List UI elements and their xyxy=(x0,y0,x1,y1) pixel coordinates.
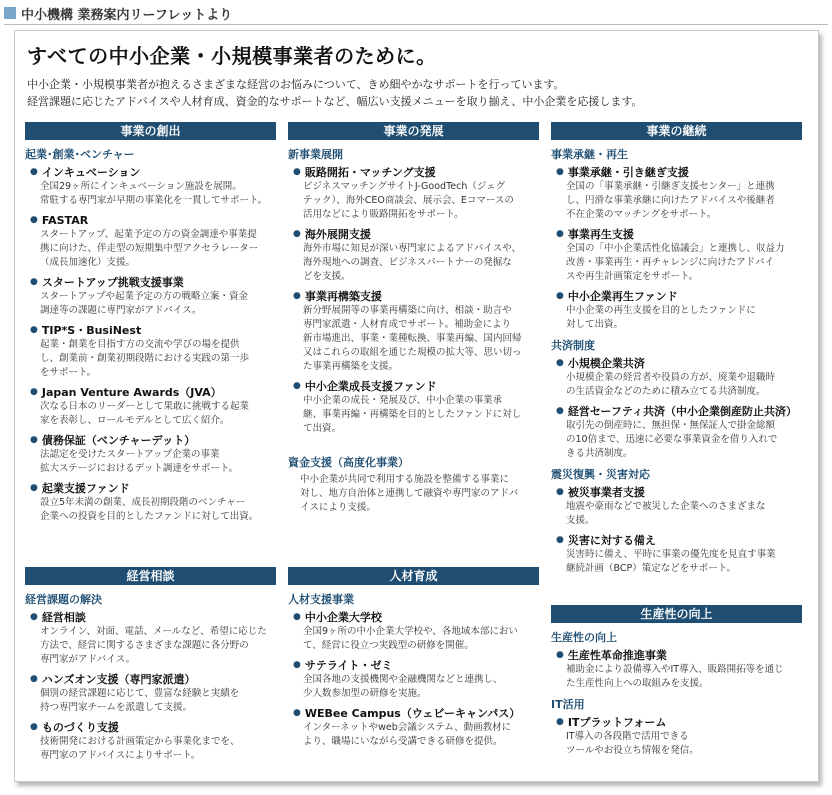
item-title xyxy=(551,356,802,371)
description-line: 支援。 xyxy=(566,515,595,526)
description-line: た事業再構築を支援。 xyxy=(303,361,399,372)
item-title-text: スタートアップ挑戦支援事業 xyxy=(41,276,184,289)
list-item xyxy=(551,404,802,461)
description-line: 海外現地への調査、ビジネスパートナーの発掘な xyxy=(303,257,512,268)
section-keiei xyxy=(25,567,276,768)
section-keizoku xyxy=(551,122,802,581)
subsection-heading: 共済制度 xyxy=(551,339,595,352)
list-item xyxy=(25,165,276,208)
subsection-heading: 経営課題の解決 xyxy=(25,593,102,606)
item-description xyxy=(551,180,802,222)
bullet-icon: ● xyxy=(556,229,564,239)
item-title xyxy=(551,404,802,419)
list-item xyxy=(551,485,802,528)
description-line: 中小企業の成長・発展及び、中小企業の事業承 xyxy=(303,395,503,406)
bullet-icon: ● xyxy=(30,167,38,177)
item-title-text: 事業再構築支援 xyxy=(304,290,382,303)
description-line: て、経営に役立つ実践型の研修を開催。 xyxy=(303,640,474,651)
item-description xyxy=(25,625,276,667)
list-item xyxy=(551,227,802,284)
item-description xyxy=(25,735,276,763)
description-line: ビジネスマッチングサイトJ-GoodTech（ジェグ xyxy=(303,181,506,192)
list-item xyxy=(551,356,802,399)
list-item xyxy=(25,275,276,318)
description-line: 企業への投資を目的としたファンドに対して出資。 xyxy=(40,511,259,522)
description-line: きる共済制度。 xyxy=(566,448,633,459)
item-title xyxy=(551,648,802,663)
description-line: テック）、海外CEO商談会、展示会、Eコマースの xyxy=(303,195,514,206)
item-description xyxy=(551,419,802,461)
list-item xyxy=(288,658,539,701)
item-description xyxy=(288,625,539,653)
description-line: 活用などにより販路開拓をサポート。 xyxy=(303,209,464,220)
item-description xyxy=(288,304,539,374)
section-hatten xyxy=(288,122,539,515)
description-line: 中小企業が共同で利用する施設を整備する事業に xyxy=(300,474,510,485)
item-description xyxy=(288,180,539,222)
description-line: 補助金により設備導入やIT導入、販路開拓等を通じ xyxy=(566,664,784,675)
item-title xyxy=(551,227,802,242)
description-line: 技術開発における計画策定から事業化までを、 xyxy=(40,736,240,747)
item-title-text: Japan Venture Awards（JVA） xyxy=(41,386,222,399)
description-line: 継続計画（BCP）策定などをサポート。 xyxy=(566,563,736,574)
description-line: 専門家のアドバイスによりサポート。 xyxy=(40,750,201,761)
bullet-icon: ● xyxy=(30,277,38,287)
subsection-heading: 起業･創業･ベンチャー xyxy=(25,148,135,161)
description-line: 専門家派遣・人材育成でサポート。補助金により xyxy=(303,319,512,330)
description-line: 常駐する専門家が早期の事業化を一貫してサポート。 xyxy=(40,195,268,206)
description-line: インターネットやweb会議システム、動画教材に xyxy=(303,722,512,733)
description-line: 継、事業再編・再構築を目的としたファンドに対し xyxy=(303,409,522,420)
item-title-text: ITプラットフォーム xyxy=(567,716,667,729)
list-item xyxy=(551,715,802,758)
description-line: 対し、地方自治体と連携して融資や専門家のアドバ xyxy=(300,488,519,499)
section-seisansei xyxy=(551,605,802,763)
bullet-icon: ● xyxy=(30,612,38,622)
description-line: スや再生計画策定をサポート。 xyxy=(566,271,699,282)
description-line: をサポート。 xyxy=(40,367,97,378)
section-description xyxy=(288,473,539,515)
item-description xyxy=(25,496,276,524)
intro-line: 中小企業・小規模事業者が抱えるさまざまな経営のお悩みについて、きめ細やかなサポートを行っています。 xyxy=(27,78,565,91)
list-item xyxy=(551,289,802,332)
bullet-icon: ● xyxy=(30,674,38,684)
item-title xyxy=(288,706,539,721)
description-line: IT導入の各段階で活用できる xyxy=(566,731,689,742)
item-description xyxy=(551,242,802,284)
bullet-icon: ● xyxy=(556,167,564,177)
item-description xyxy=(25,290,276,318)
description-line: 地震や豪雨などで被災した企業へのさまざまな xyxy=(566,501,766,512)
description-line: 家を表彰し、ロールモデルとして広く紹介。 xyxy=(40,415,230,426)
item-description xyxy=(551,730,802,758)
subsection-heading: IT活用 xyxy=(551,698,585,711)
description-line: 持つ専門家チームを派遣して支援。 xyxy=(40,702,193,713)
item-description xyxy=(25,228,276,270)
list-item xyxy=(25,385,276,428)
item-description xyxy=(288,721,539,749)
item-title xyxy=(288,227,539,242)
item-description xyxy=(288,394,539,436)
item-title-text: 小規模企業共済 xyxy=(567,357,645,370)
description-line: 少人数参加型の研修を実施。 xyxy=(303,688,427,699)
description-line: スタートアップ、起業予定の方の資金調達や事業提 xyxy=(40,229,257,240)
item-title xyxy=(25,275,276,290)
bullet-icon: ● xyxy=(556,291,564,301)
item-description xyxy=(25,400,276,428)
bullet-icon: ● xyxy=(293,708,301,718)
description-line: し、円滑な事業承継に向けたアドバイスや後継者 xyxy=(566,195,775,206)
item-title-text: FASTAR xyxy=(41,214,89,227)
page-title: すべての中小企業・小規模事業者のために。 xyxy=(27,44,437,68)
item-title xyxy=(551,165,802,180)
description-line: 拡大ステージにおけるデット調達をサポート。 xyxy=(40,463,239,474)
list-item xyxy=(551,648,802,691)
description-line: （成長加速化）支援。 xyxy=(40,257,136,268)
description-line: 又はこれらの取組を通じた規模の拡大等、思い切っ xyxy=(303,347,522,358)
item-description xyxy=(25,338,276,380)
bullet-icon: ● xyxy=(30,722,38,732)
item-title-text: 債務保証（ベンチャーデット） xyxy=(41,434,196,447)
item-description xyxy=(551,371,802,399)
description-line: 起業・創業を目指す方の交流や学びの場を提供 xyxy=(40,339,240,350)
description-line: た生産性向上への取組みを支援。 xyxy=(566,678,709,689)
item-title xyxy=(288,289,539,304)
item-description xyxy=(25,687,276,715)
description-line: 中小企業の再生支援を目的としたファンドに xyxy=(566,305,756,316)
description-line: 改善・事業再生・再チャレンジに向けたアドバイ xyxy=(566,257,775,268)
source-label-text: 中小機構 業務案内リーフレットより xyxy=(21,7,233,23)
section-jinzai xyxy=(288,567,539,754)
description-line: 全国の「事業承継・引継ぎ支援センター」と連携 xyxy=(566,181,775,192)
item-description xyxy=(551,304,802,332)
description-line: 全国29ヶ所にインキュベーション施設を展開。 xyxy=(40,181,242,192)
description-line: 個別の経営課題に応じて、豊富な経験と実績を xyxy=(40,688,240,699)
item-title xyxy=(25,433,276,448)
intro-line: 経営課題に応じたアドバイスや人材育成、資金的なサポートなど、幅広い支援メニューを取り揃え、中小企業を応援します。 xyxy=(27,95,643,108)
description-line: 対して出資。 xyxy=(566,319,624,330)
list-item xyxy=(25,433,276,476)
bullet-icon: ● xyxy=(293,229,301,239)
description-line: 不在企業のマッチングをサポート。 xyxy=(566,209,717,220)
bullet-icon: ● xyxy=(30,435,38,445)
bullet-icon: ● xyxy=(556,650,564,660)
list-item xyxy=(25,213,276,270)
item-description xyxy=(25,448,276,476)
item-title-text: 災害に対する備え xyxy=(567,534,656,547)
list-item xyxy=(551,165,802,222)
section-header: 経営相談 xyxy=(25,567,276,585)
subsection-heading: 生産性の向上 xyxy=(551,631,617,644)
description-line: 全国9ヶ所の中小企業大学校や、各地域本部におい xyxy=(303,626,518,637)
item-description xyxy=(551,663,802,691)
description-line: の10倍まで、迅速に必要な事業資金を借り入れで xyxy=(566,434,778,445)
description-line: 全国の「中小企業活性化協議会」と連携し、収益力 xyxy=(566,243,785,254)
section-header: 人材育成 xyxy=(288,567,539,585)
bullet-icon: ● xyxy=(556,487,564,497)
bullet-icon: ● xyxy=(30,387,38,397)
description-line: オンライン、対面、電話、メールなど、希望に応じた xyxy=(40,626,267,637)
item-title xyxy=(25,672,276,687)
list-item xyxy=(288,379,539,436)
bullet-icon: ● xyxy=(30,325,38,335)
subsection-heading: 新事業展開 xyxy=(288,148,343,161)
section-header: 事業の継続 xyxy=(551,122,802,140)
description-line: 小規模企業の経営者や役員の方が、廃業や退職時 xyxy=(566,372,776,383)
description-line: 方法で、経営に関するさまざまな課題に各分野の xyxy=(40,640,249,651)
description-line: 取引先の倒産時に、無担保・無保証人で掛金総額 xyxy=(566,420,776,431)
item-description xyxy=(288,673,539,701)
list-item xyxy=(288,706,539,749)
item-title xyxy=(551,485,802,500)
subsection-heading: 事業承継・再生 xyxy=(551,148,628,161)
item-title-text: 経営相談 xyxy=(41,611,86,624)
subsection-heading: 震災復興・災害対応 xyxy=(551,468,650,481)
item-title xyxy=(551,289,802,304)
leaflet-source-label xyxy=(4,4,232,22)
list-item xyxy=(288,227,539,284)
description-line: 災害時に備え、平時に事業の優先度を見直す事業 xyxy=(566,549,776,560)
section-header: 生産性の向上 xyxy=(551,605,802,623)
description-line: どを支援。 xyxy=(303,271,351,282)
item-description xyxy=(551,500,802,528)
item-title-text: 中小企業成長支援ファンド xyxy=(304,380,437,393)
item-title-text: 起業支援ファンド xyxy=(41,482,130,495)
description-line: スタートアップや起業予定の方の戦略立案・資金 xyxy=(40,291,249,302)
bullet-icon: ● xyxy=(293,291,301,301)
description-line: 海外市場に知見が深い専門家によるアドバイスや、 xyxy=(303,243,522,254)
subsection-heading: 人材支援事業 xyxy=(288,593,354,606)
item-title-text: インキュベーション xyxy=(41,166,141,179)
intro-text xyxy=(27,76,642,110)
item-title-text: WEBee Campus（ウェビーキャンパス） xyxy=(304,707,521,720)
bullet-icon: ● xyxy=(293,167,301,177)
item-title-text: サテライト・ゼミ xyxy=(304,659,393,672)
item-title-text: 中小企業再生ファンド xyxy=(567,290,678,303)
list-item xyxy=(25,672,276,715)
description-line: 全国各地の支援機関や金融機関などと連携し、 xyxy=(303,674,503,685)
item-title-text: 事業再生支援 xyxy=(567,228,634,241)
bullet-icon: ● xyxy=(30,215,38,225)
description-line: し、創業前・創業初期段階における実践の第一歩 xyxy=(40,353,250,364)
list-item xyxy=(288,165,539,222)
item-title-text: 被災事業者支援 xyxy=(567,486,645,499)
item-title xyxy=(288,658,539,673)
subsection-heading: 資金支援（高度化事業） xyxy=(288,456,409,469)
description-line: ツールやお役立ち情報を発信。 xyxy=(566,745,699,756)
description-line: 新分野展開等の事業再構築に向け、相談・助言や xyxy=(303,305,512,316)
item-title xyxy=(25,213,276,228)
description-line: 新市場進出、事業・業種転換、事業再編、国内回帰 xyxy=(303,333,522,344)
description-line: 設立5年未満の創業、成長初期段階のベンチャー xyxy=(40,497,246,508)
item-title xyxy=(25,385,276,400)
item-title xyxy=(288,165,539,180)
section-header: 事業の創出 xyxy=(25,122,276,140)
item-title xyxy=(25,610,276,625)
bullet-icon: ● xyxy=(556,535,564,545)
item-title-text: ハンズオン支援（専門家派遣） xyxy=(41,673,196,686)
bullet-icon: ● xyxy=(293,381,301,391)
item-title xyxy=(551,715,802,730)
bullet-icon: ● xyxy=(293,660,301,670)
list-item xyxy=(25,610,276,667)
description-line: 次なる日本のリーダーとして果敢に挑戦する起業 xyxy=(40,401,250,412)
list-item xyxy=(25,323,276,380)
list-item xyxy=(551,533,802,576)
item-title-text: TIP*S・BusiNest xyxy=(41,324,142,337)
item-title xyxy=(25,720,276,735)
bullet-icon: ● xyxy=(293,612,301,622)
item-title-text: 経営セーフティ共済（中小企業倒産防止共済） xyxy=(567,405,797,418)
bullet-icon: ● xyxy=(30,483,38,493)
leaflet-panel xyxy=(14,30,819,782)
item-title xyxy=(551,533,802,548)
description-line: より、職場にいながら受講できる研修を提供。 xyxy=(303,736,503,747)
item-title xyxy=(25,165,276,180)
description-line: 携に向けた、伴走型の短期集中型アクセラレーター xyxy=(40,243,259,254)
list-item xyxy=(25,720,276,763)
list-item xyxy=(288,289,539,374)
item-description xyxy=(288,242,539,284)
square-marker-icon xyxy=(4,7,16,19)
item-title xyxy=(25,323,276,338)
item-title xyxy=(25,481,276,496)
item-title-text: 販路開拓・マッチング支援 xyxy=(304,166,436,179)
description-line: 調達等の課題に専門家がアドバイス。 xyxy=(40,305,202,316)
bullet-icon: ● xyxy=(556,358,564,368)
top-divider xyxy=(4,24,828,25)
item-title xyxy=(288,610,539,625)
item-title-text: 海外展開支援 xyxy=(304,228,371,241)
item-title-text: ものづくり支援 xyxy=(41,721,119,734)
bullet-icon: ● xyxy=(556,406,564,416)
section-header: 事業の発展 xyxy=(288,122,539,140)
list-item xyxy=(288,610,539,653)
description-line: 法認定を受けたスタートアップ企業の事業 xyxy=(40,449,220,460)
item-title-text: 事業承継・引き継ぎ支援 xyxy=(567,166,689,179)
section-sogyo xyxy=(25,122,276,529)
bullet-icon: ● xyxy=(556,717,564,727)
item-title-text: 生産性革命推進事業 xyxy=(567,649,667,662)
description-line: の生活資金などのために積み立てる共済制度。 xyxy=(566,386,766,397)
description-line: て出資。 xyxy=(303,423,342,434)
item-title xyxy=(288,379,539,394)
item-title-text: 中小企業大学校 xyxy=(304,611,382,624)
description-line: イスにより支援。 xyxy=(300,502,376,513)
list-item xyxy=(25,481,276,524)
item-description xyxy=(25,180,276,208)
item-description xyxy=(551,548,802,576)
description-line: 専門家がアドバイス。 xyxy=(40,654,136,665)
